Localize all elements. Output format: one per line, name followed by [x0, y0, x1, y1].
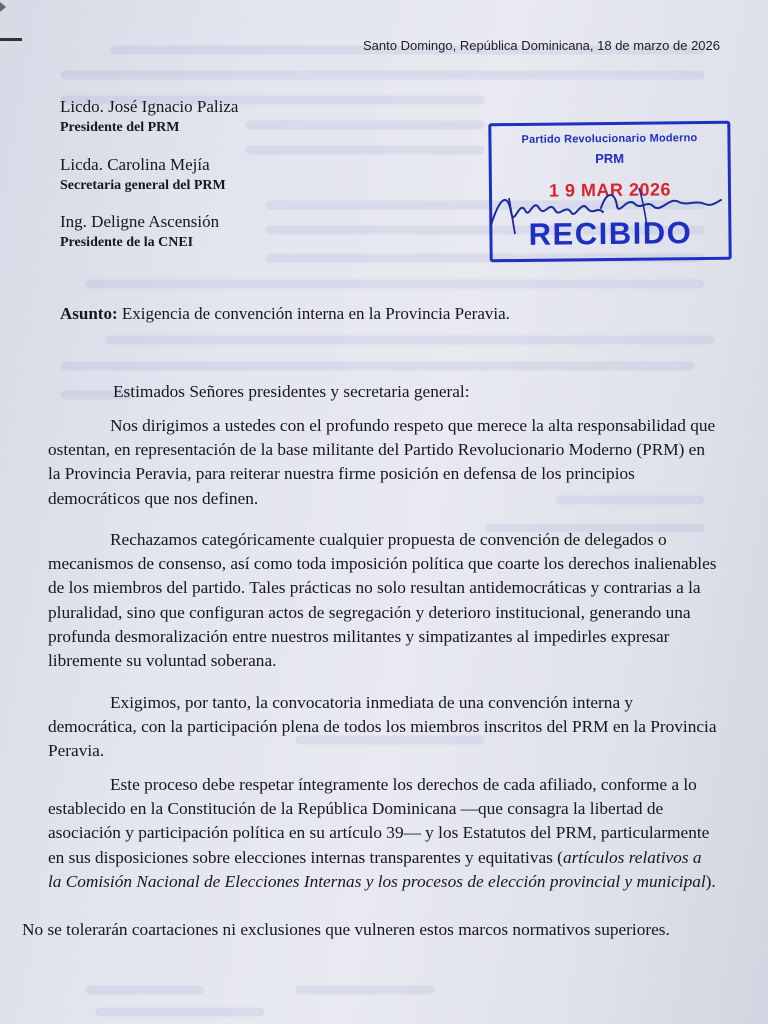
paragraph-4-end: ).	[705, 871, 716, 891]
addressee-name: Licda. Carolina Mejía	[60, 155, 210, 174]
addressee-2	[60, 155, 226, 194]
place-date: Santo Domingo, República Dominicana, 18 de marzo de 2026	[363, 38, 720, 53]
addressee-1	[60, 97, 238, 136]
addressee-role: Presidente de la CNEI	[60, 235, 194, 250]
subject-text: Exigencia de convención interna en la Provincia Peravia.	[121, 304, 510, 323]
addressee-name: Ing. Deligne Ascensión	[60, 212, 220, 231]
addressee-role: Secretaria general del PRM	[60, 178, 226, 193]
addressee-3	[60, 212, 219, 251]
addressee-role: Presidente del PRM	[60, 120, 180, 135]
paragraph-4	[48, 773, 718, 894]
page-edge-mark	[0, 38, 22, 41]
greeting: Estimados Señores presidentes y secretaria general:	[113, 382, 470, 401]
stamp-status: RECIBIDO	[528, 215, 693, 252]
subject-label: Asunto:	[60, 304, 118, 323]
stamp-date: 1 9 MAR 2026	[548, 179, 672, 201]
page-corner-marker	[0, 2, 6, 12]
paragraph-4-italic: artículos relativos a la Comisión Nacional de Elecciones Internas y los procesos de elección provincial y municipal	[48, 847, 706, 891]
received-stamp	[488, 121, 731, 263]
closing-line: No se tolerarán coartaciones ni exclusiones que vulneren estos marcos normativos superiores.	[22, 920, 670, 939]
addressee-name: Licdo. José Ignacio Paliza	[60, 97, 239, 116]
paragraph-4-text: Este proceso debe respetar íntegramente los derechos de cada afiliado, conforme a lo establecido en la Constitución de la República Dominicana —que consagra la libertad de asociación y participación política en su artículo 39— y los Estatutos del PRM, particularmente en sus disposiciones sobre elecciones internas transparentes y equitativas (	[48, 775, 710, 867]
stamp-organization: Partido Revolucionario Moderno	[521, 132, 698, 146]
paragraph-2: Rechazamos categóricamente cualquier propuesta de convención de delegados o mecanismos de consenso, así como toda imposición política que coarte los derechos inalienables de los miembros del partido. Tales prácticas no solo resultan antidemocráticas y contrarias a la pluralidad, sino que configuran actos de segregación y deterioro institucional, generando una profunda desmoralización entre nuestros militantes y simpatizantes al impedirles expresar libremente su voluntad soberana.	[48, 530, 717, 671]
paragraph-3: Exigimos, por tanto, la convocatoria inmediata de una convención interna y democrática, con la participación plena de todos los miembros inscritos del PRM en la Provincia Peravia.	[48, 693, 717, 761]
paragraph-1: Nos dirigimos a ustedes con el profundo respeto que merece la alta responsabilidad que ostentan, en representación de la base militante del Partido Revolucionario Moderno (PRM) en la Provincia Peravia, para reiterar nuestra firme posición en defensa de los principios democráticos que nos definen.	[48, 416, 716, 508]
subject-line	[60, 304, 510, 324]
stamp-acronym: PRM	[595, 150, 625, 167]
